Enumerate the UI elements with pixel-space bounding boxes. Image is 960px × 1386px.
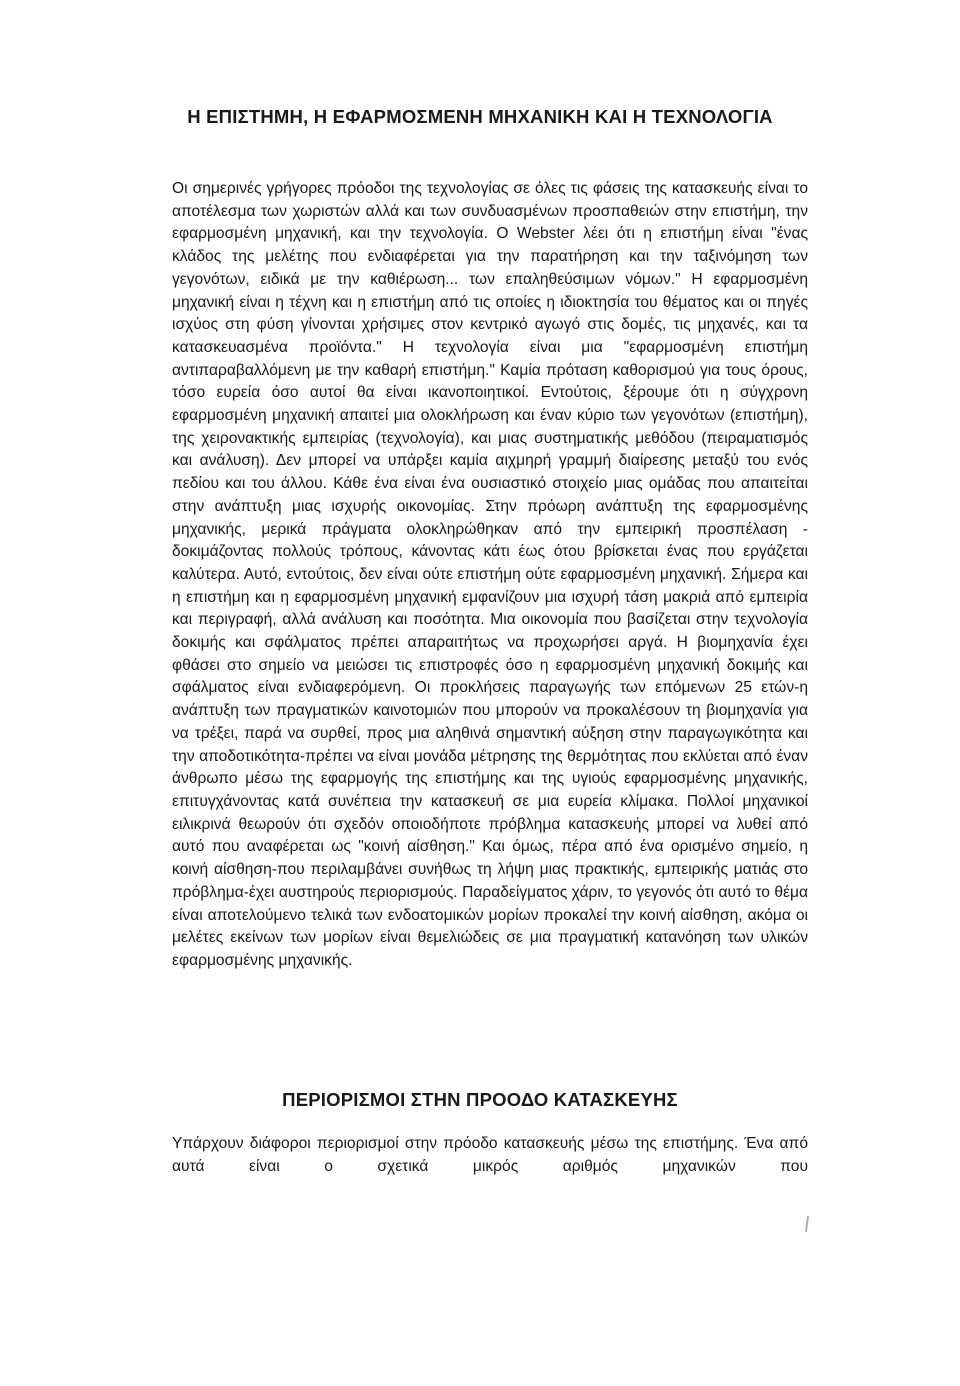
section-heading: ΠΕΡΙΟΡΙΣΜΟΙ ΣΤΗΝ ΠΡΟΟΔΟ ΚΑΤΑΣΚΕΥΗΣ: [282, 1089, 678, 1110]
document-title: Η ΕΠΙΣΤΗΜΗ, Η ΕΦΑΡΜΟΣΜΕΝΗ ΜΗΧΑΝΙΚΗ ΚΑΙ Η ΤΕΧΝΟΛΟΓΙΑ: [187, 106, 773, 127]
body-paragraph: Υπάρχουν διάφοροι περιορισμοί στην πρόοδο κατασκευής μέσω της επιστήμης. Ένα από αυτά είναι ο σχετικά μικρός αριθμός μηχανικών που: [172, 1135, 808, 1175]
body-paragraph: Οι σημερινές γρήγορες πρόοδοι της τεχνολογίας σε όλες τις φάσεις της κατασκευής είναι το αποτέλεσμα των χωριστών αλλά και των συνδυασμένων προσπαθειών στην επιστήμη, την εφαρμοσμένη μηχανική, και την τεχνολογία. Ο Webster λέει ότι η επιστήμη είναι "ένας κλάδος της μελέτης που ενδιαφέρεται για την παρατήρηση και την ταξινόμηση των γεγονότων, ειδικά με την καθιέρωση... των επαληθεύσιμων νόμων." Η εφαρμοσμένη μηχανική είναι η τέχνη και η επιστήμη από τις οποίες η ιδιοκτησία του θέματος και οι πηγές ισχύος στη φύση γίνονται χρήσιμες στον κεντρικό αγωγό στις δομές, τις μηχανές, και τα κατασκευασμένα προϊόντα." Η τεχνολογία είναι μια "εφαρμοσμένη επιστήμη αντιπαραβαλλόμενη με την καθαρή επιστήμη." Καμία πρόταση καθορισμού για τους όρους, τόσο ευρεία όσο αυτοί θα είναι ικανοποιητικοί. Εντούτοις, ξέρουμε ότι η σύγχρονη εφαρμοσμένη μηχανική απαιτεί μια ολοκλήρωση και έναν κύριο των γεγονότων (επιστήμη), της χειρονακτικής εμπειρίας (τεχνολογία), και μιας συστηματικής μεθόδου (πειραματισμός και ανάλυση). Δεν μπορεί να υπάρξει καμία αιχμηρή γραμμή διαίρεσης μεταξύ του ενός πεδίου και του άλλου. Κάθε ένα είναι ένα ουσιαστικό στοιχείο μιας ομάδας που απαιτείται στην ανάπτυξη μιας ισχυρής οικονομίας. Στην πρόωρη ανάπτυξη της εφαρμοσμένης μηχανικής, μερικά πράγματα ολοκληρώθηκαν από την εμπειρική προσπέλαση - δοκιμάζοντας πολλούς τρόπους, κάνοντας κάτι έως ότου βρίσκεται ένας που εργάζεται καλύτερα. Αυτό, εντούτοις, δεν είναι ούτε επιστήμη ούτε εφαρμοσμένη μηχανική. Σήμερα και η επιστήμη και η εφαρμοσμένη μηχανική εμφανίζουν μια ισχυρή τάση μακριά από εμπειρία και περιγραφή, αλλά ανάλυση και ποσότητα. Μια οικονομία που βασίζεται στην τεχνολογία δοκιμής και σφάλματος πρέπει απαραιτήτως να προχωρήσει αργά. Η βιομηχανία έχει φθάσει στο σημείο να μειώσει τις επιστροφές όσο η εφαρμοσμένη μηχανική δοκιμής και σφάλματος είναι ενδιαφερόμενη. Οι προκλήσεις παραγωγής των επόμενων 25 ετών-η ανάπτυξη των πραγματικών καινοτομιών που μπορούν να προκαλέσουν τη βιομηχανία για να τρέξει, παρά να συρθεί, προς μια αληθινά σημαντική αύξηση στην παραγωγικότητα και την αποδοτικότητα-πρέπει να είναι μονάδα μέτρησης της θερμότητας που εκλύεται από έναν άνθρωπο μέσω της εφαρμογής της επιστήμης και της υγιούς εφαρμοσμένης μηχανικής, επιτυγχάνοντας κατά συνέπεια την κατασκευή σε μια ευρεία κλίμακα. Πολλοί μηχανικοί ειλικρινά θεωρούν ότι σχεδόν οποιοδήποτε πρόβλημα κατασκευής μπορεί να λυθεί από αυτό που αναφέρεται ως "κοινή αίσθηση." Και όμως, πέρα από ένα ορισμένο σημείο, η κοινή αίσθηση-που περιλαμβάνει συνήθως τη λήψη μιας πρακτικής, εμπειρικής ματιάς στο πρόβλημα-έχει αυστηρούς περιορισμούς. Παραδείγματος χάριν, το γεγονός ότι αυτό το θέμα είναι αποτελούμενο τελικά των ενδοατομικών μορίων προκαλεί την κοινή αίσθηση, ακόμα οι μελέτες εκείνων των μορίων είναι θεμελιώδεις σε μια πραγματική κατανόηση των υλικών εφαρμοσμένης μηχανικής.: [172, 180, 808, 969]
scan-speck: [805, 1216, 809, 1232]
